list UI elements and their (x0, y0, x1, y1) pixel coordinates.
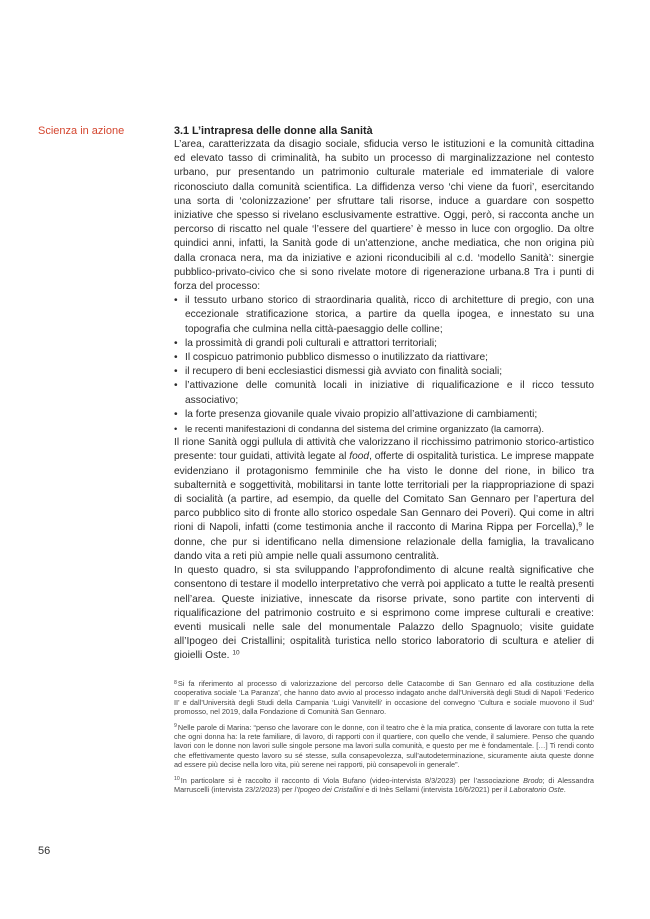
footnote-number: 8 (174, 679, 177, 686)
italic-term: food (349, 451, 370, 463)
footnote-text: In particolare si è raccolto il racconto di Viola Bufano (video-intervista 8/3/2023) per l’associazione (180, 775, 524, 785)
footnote-8 (174, 679, 594, 717)
main-text-column (174, 125, 594, 664)
footnote-italic: Laboratorio Oste (509, 785, 564, 795)
list-item: • il recupero di beni ecclesiastici dismessi già avviato con finalità sociali; (174, 365, 594, 379)
footnote-ref[interactable]: 9 (578, 521, 583, 529)
footnote-number: 10 (174, 776, 180, 783)
footnote-italic: Brodo (523, 775, 543, 785)
footnote-ref[interactable]: 10 (232, 649, 240, 657)
footnote-text: e di Inès Sellami (intervista 16/6/2021) per il (363, 785, 510, 795)
section-heading: 3.1 L’intrapresa delle donne alla Sanità (174, 125, 373, 137)
list-item: • le recenti manifestazioni di condanna del sistema del crimine organizzato (la camorra). (174, 422, 594, 436)
paragraph-text: , offerte di ospitalità turistica. Le imprese mappate evidenziano il protagonismo femminile che ha visto le donne del rione, in bilico tra subalternità e soggettività, mobilitarsi in tante lotte territoriali per la riappropriazione di spazi di socialità (a partire, ad esempio, da quelle del Comitato San Gennaro per l’apertura del parco pubblico sito di fronte allo storico ospedale San Gennaro dei Poveri). Qui come in altri rioni di Napoli, infatti (come testimonia anche il racconto di Marina Rippa per Forcella), (174, 451, 594, 534)
footnote-text: Nelle parole di Marina: “penso che lavorare con le donne, con il teatro che è la mia pratica, consente di lavorare con tutta la rete che ogni donna ha: la rete familiare, di lavoro, di rapporti con il quartiere, con quello che vende, il salumiere. Penso che quando lavori con le donne non lavori sulle singole persone ma lavori sulla comunità, e questo per me è fondamentale. […] Ti rendi conto che effettivamente questo lavoro su sé stesse, sulla consapevolezza, sull’autodeterminazione, sicuramente aiuta queste donne ad essere più decise nella loro vita, più serene nei rapporti, più consapevoli in generale”. (174, 722, 594, 770)
page-number: 56 (38, 845, 51, 857)
list-item: • l’attivazione delle comunità locali in iniziative di riqualificazione e il ricco tessuto associativo; (174, 379, 594, 407)
list-item: • il tessuto urbano storico di straordinaria qualità, ricco di architetture di pregio, con una eccezionale stratificazione storica, a partire da quella ipogea, e innestato su una topografia che culmina nella città-paesaggio delle colline; (174, 294, 594, 337)
list-item: • la forte presenza giovanile quale vivaio propizio all’attivazione di cambiamenti; (174, 408, 594, 422)
footnote-text: . (563, 785, 566, 795)
list-item: • Il cospicuo patrimonio pubblico dismesso o inutilizzato da riattivare; (174, 351, 594, 365)
paragraph-text: In questo quadro, si sta sviluppando l’approfondimento di alcune realtà significative che consentono di testare il modello interpretativo che verrà poi applicato a tutte le realtà presenti nell’area. Queste iniziative, innescate da risorse private, sono partite con interventi di riqualificazione del patrimonio costruito e si esprimono come imprese culturali e creative: eventi musicali nelle sale del monumentale Palazzo dello Spagnuolo; visite guidate all’Ipogeo dei Cristallini; ospitalità turistica nello storico laboratorio di scultura e atelier di gioielli Oste. (174, 565, 594, 662)
strengths-list (174, 294, 594, 436)
paragraph-intro: L’area, caratterizzata da disagio sociale, sfiducia verso le istituzioni e la comunità cittadina ed elevato tasso di criminalità, ha subito un processo di marginalizzazione nel contesto urbano, pur presentando un patrimonio culturale materiale ed immateriale di valore riconosciuto dalla comunità scientifica. La diffidenza verso ‘chi viene da fuori’, esercitando una sorta di ‘colonizzazione’ per sfruttare tali risorse, induce a guardare con sospetto iniziative che spesso si rivelano esclusivamente estrattive. Oggi, però, si racconta anche un percorso di riscatto nel quale ‘l’essere del quartiere’ è messo in luce con orgoglio. Da oltre quindici anni, infatti, la Sanità gode di un’attenzione, anche mediatica, che non origina più dalla cronaca nera, ma da iniziative e azioni riconducibili al c.d. ‘modello Sanità’: sinergie pubblico-privato-civico che si sono rivelate motore di rigenerazione urbana.8 Tra i punti di forza del processo: (174, 139, 594, 293)
list-item: • la prossimità di grandi poli culturali e attrattori territoriali; (174, 337, 594, 351)
footnote-text: Si fa riferimento al processo di valorizzazione del percorso delle Catacombe di San Gennaro ed alla costituzione della cooperativa sociale ‘La Paranza’, che hanno dato avvio al processo indagato anche dall’Università degli Studi di Napoli ‘Federico II’ e dall’Università degli Studi della Campania ‘Luigi Vanvitelli’ in occasione del convegno ‘Cultura e sociale muovono il Sud’ promosso, nel 2019, dalla Fondazione di Comunità San Gennaro. (174, 679, 594, 717)
footnotes (174, 679, 594, 800)
footnote-number: 9 (174, 723, 177, 730)
paragraph-text: Il rione Sanità oggi pullula di attività che valorizzano il ricchissimo patrimonio storico-artistico presente: tour guidati, attività legate al (174, 437, 594, 463)
footnote-9 (174, 723, 594, 770)
paragraph-framework (174, 564, 594, 663)
paragraph-text: le donne, che pur si identificano nella dimensione relazionale della famiglia, la travalicano dando vita a reti più ampie nelle quali assumono centralità. (174, 522, 594, 562)
footnote-10 (174, 776, 594, 795)
paragraph-rione-sanita (174, 436, 594, 564)
section-label: Scienza in azione (38, 125, 125, 137)
footnote-text: ; di Alessandra Marruscelli (intervista 23/2/2023) per (174, 775, 594, 795)
footnote-italic: l’Ipogeo dei Cristallini (294, 785, 364, 795)
